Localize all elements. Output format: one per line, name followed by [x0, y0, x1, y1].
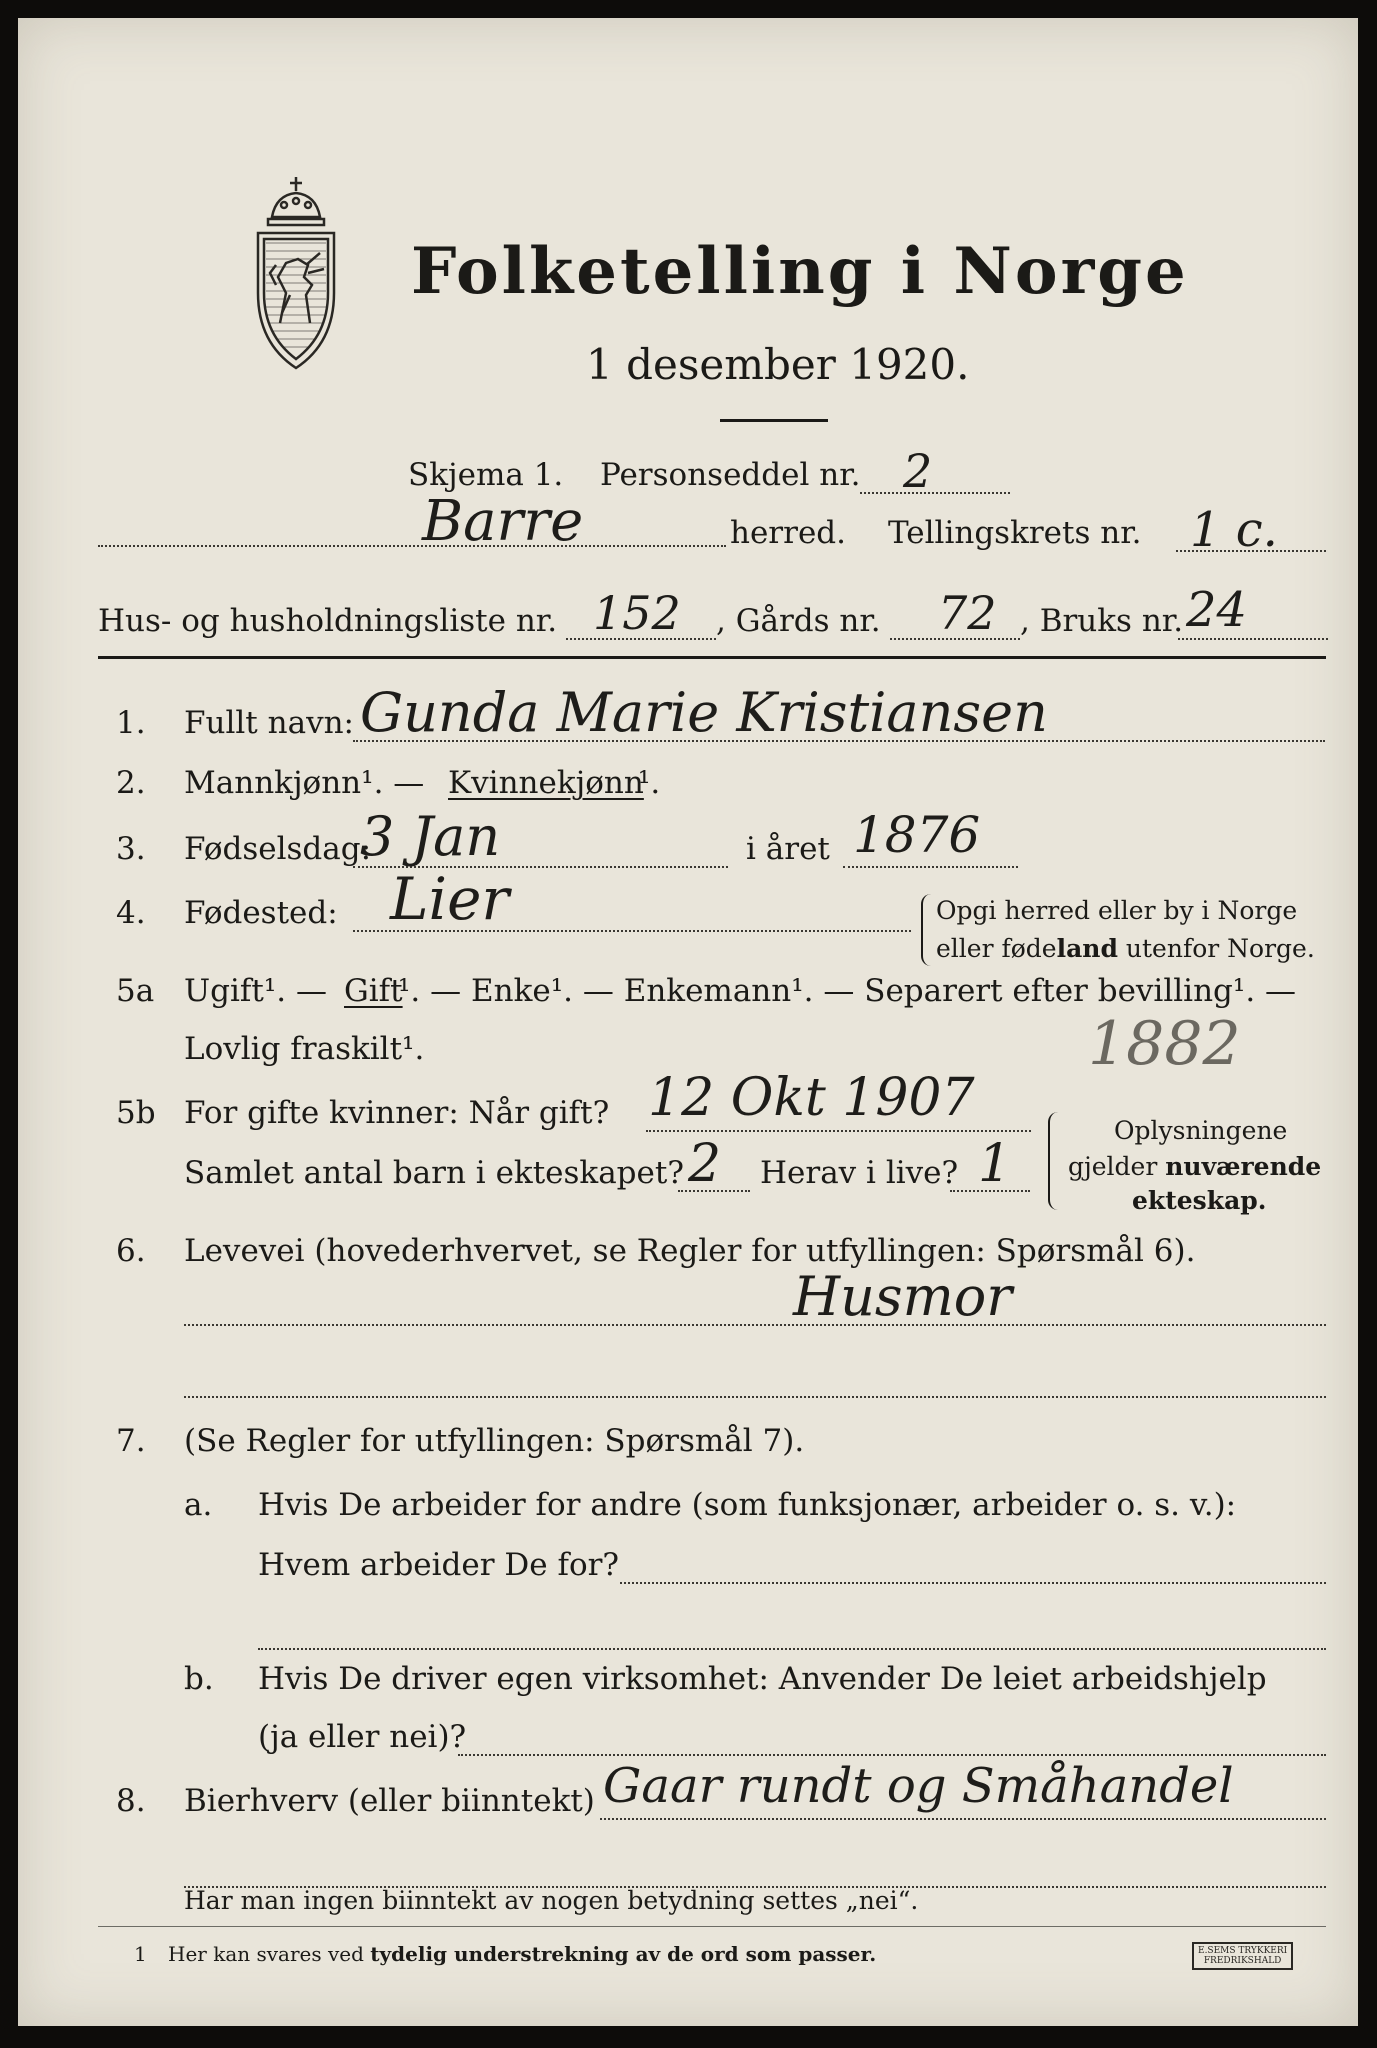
personseddel-label: Personseddel nr.: [600, 457, 861, 493]
q5b-note-line2: gjelder nuværende: [1068, 1152, 1322, 1181]
title-divider: [720, 419, 828, 422]
q5a-number: 5a: [116, 973, 155, 1009]
q5b-note-brace: [1048, 1112, 1060, 1210]
q7b-letter: b.: [184, 1661, 214, 1697]
q7-number: 7.: [116, 1423, 146, 1459]
skjema-label: Skjema 1.: [408, 457, 564, 493]
q2-female-option-underlined[interactable]: Kvinnekjønn: [448, 765, 644, 801]
q7a-field-line-2: [258, 1648, 1326, 1650]
q8-field-line-1: [600, 1818, 1326, 1820]
q5b-alive-label: Herav i live?: [760, 1155, 959, 1191]
q3-year-label: i året: [746, 831, 830, 867]
q7b-question-line2: (ja eller nei)?: [258, 1719, 467, 1755]
q5a-gift-option-underlined[interactable]: Gift: [344, 973, 403, 1009]
footnote-mark: 1: [134, 1942, 147, 1966]
bruks-field-line: [1178, 638, 1328, 640]
personseddel-value[interactable]: 2: [903, 444, 933, 498]
q4-label: Fødested:: [184, 895, 338, 931]
bruks-label: , Bruks nr.: [1020, 603, 1184, 639]
q6-occupation-value[interactable]: Husmor: [793, 1265, 1013, 1328]
q5b-note-line1: Oplysningene: [1114, 1116, 1288, 1145]
q8-note: Har man ingen biinntekt av nogen betydning settes „nei“.: [184, 1886, 919, 1915]
q3-year-field-line: [843, 866, 1018, 868]
q7a-question-line2: Hvem arbeider De for?: [258, 1547, 620, 1583]
q6-field-line-2: [184, 1396, 1326, 1398]
hus-value[interactable]: 152: [593, 586, 681, 640]
form-date: 1 desember 1920.: [586, 340, 970, 389]
q2-number: 2.: [116, 765, 146, 801]
q3-birthdate-value[interactable]: 3 Jan: [360, 805, 501, 868]
printer-stamp: E.SEMS TRYKKERI FREDRIKSHALD: [1192, 1942, 1293, 1970]
q6-number: 6.: [116, 1233, 146, 1269]
q5b-note-line3: ekteskap.: [1132, 1186, 1267, 1215]
q4-birthplace-value[interactable]: Lier: [390, 865, 510, 933]
q3-label: Fødselsdag:: [184, 831, 372, 867]
q1-label: Fullt navn:: [184, 705, 354, 741]
q3-number: 3.: [116, 831, 146, 867]
q5b-children-value[interactable]: 2: [688, 1134, 722, 1194]
form-title: Folketelling i Norge: [411, 234, 1189, 309]
census-form-page: [18, 18, 1358, 2026]
q2-footnote-mark: ¹.: [638, 765, 661, 801]
q5a-ugift-option: Ugift¹. —: [184, 973, 327, 1009]
q8-label: Bierhverv (eller biinntekt): [184, 1783, 595, 1819]
q8-side-income-value[interactable]: Gaar rundt og Småhandel: [603, 1758, 1234, 1814]
gards-value[interactable]: 72: [938, 586, 997, 640]
q7a-letter: a.: [184, 1487, 213, 1523]
footnote-separator: [98, 1926, 1326, 1927]
q1-full-name-value[interactable]: Gunda Marie Kristiansen: [360, 681, 1048, 744]
q3-year-value[interactable]: 1876: [853, 806, 981, 864]
q6-field-line-1: [184, 1324, 1326, 1326]
hus-label: Hus- og husholdningsliste nr.: [98, 603, 558, 639]
herred-field-line: [98, 545, 726, 547]
footnote-text: Her kan svares ved tydelig understrekning av de ord som passer.: [168, 1942, 877, 1966]
q1-number: 1.: [116, 705, 146, 741]
q7b-field-line: [458, 1754, 1326, 1756]
gards-label: , Gårds nr.: [716, 603, 881, 639]
tellingskrets-value[interactable]: 1 c.: [1190, 502, 1278, 558]
q5b-married-field-line: [646, 1130, 1031, 1132]
q5a-other-options: ¹. — Enke¹. — Enkemann¹. — Separert efter bevilling¹. —: [398, 973, 1297, 1009]
q5b-children-label: Samlet antal barn i ekteskapet?: [184, 1155, 684, 1191]
q7-label: (Se Regler for utfyllingen: Spørsmål 7).: [184, 1423, 805, 1459]
bruks-value[interactable]: 24: [1186, 582, 1248, 638]
header-separator: [98, 656, 1326, 659]
q7b-question-line1: Hvis De driver egen virksomhet: Anvender De leiet arbeidshjelp: [258, 1661, 1267, 1697]
q4-note-line2: eller fødeland utenfor Norge.: [936, 934, 1315, 963]
q5b-number: 5b: [116, 1095, 156, 1131]
q5a-lovlig-fraskilt-option: Lovlig fraskilt¹.: [184, 1031, 425, 1067]
herred-value[interactable]: Barre: [422, 489, 584, 554]
q5b-married-date-value[interactable]: 12 Okt 1907: [648, 1068, 975, 1128]
norwegian-coat-of-arms-icon: [246, 168, 346, 378]
herred-label: herred.: [730, 515, 846, 551]
q7a-question-line1: Hvis De arbeider for andre (som funksjonær, arbeider o. s. v.):: [258, 1487, 1237, 1523]
q5b-married-label: For gifte kvinner: Når gift?: [184, 1095, 610, 1131]
q4-number: 4.: [116, 895, 146, 931]
q2-male-option: Mannkjønn¹. —: [184, 765, 425, 801]
personseddel-field-line: [860, 492, 1010, 494]
q8-number: 8.: [116, 1783, 146, 1819]
q6-label: Levevei (hovederhvervet, se Regler for utfyllingen: Spørsmål 6).: [184, 1233, 1196, 1269]
q4-note-brace: [921, 894, 931, 966]
q5a-margin-annotation: 1882: [1088, 1009, 1241, 1079]
tellingskrets-label: Tellingskrets nr.: [888, 515, 1142, 551]
q4-note-line1: Opgi herred eller by i Norge: [936, 896, 1298, 925]
q7a-field-line-1: [620, 1582, 1326, 1584]
q5b-alive-value[interactable]: 1: [978, 1134, 1012, 1194]
